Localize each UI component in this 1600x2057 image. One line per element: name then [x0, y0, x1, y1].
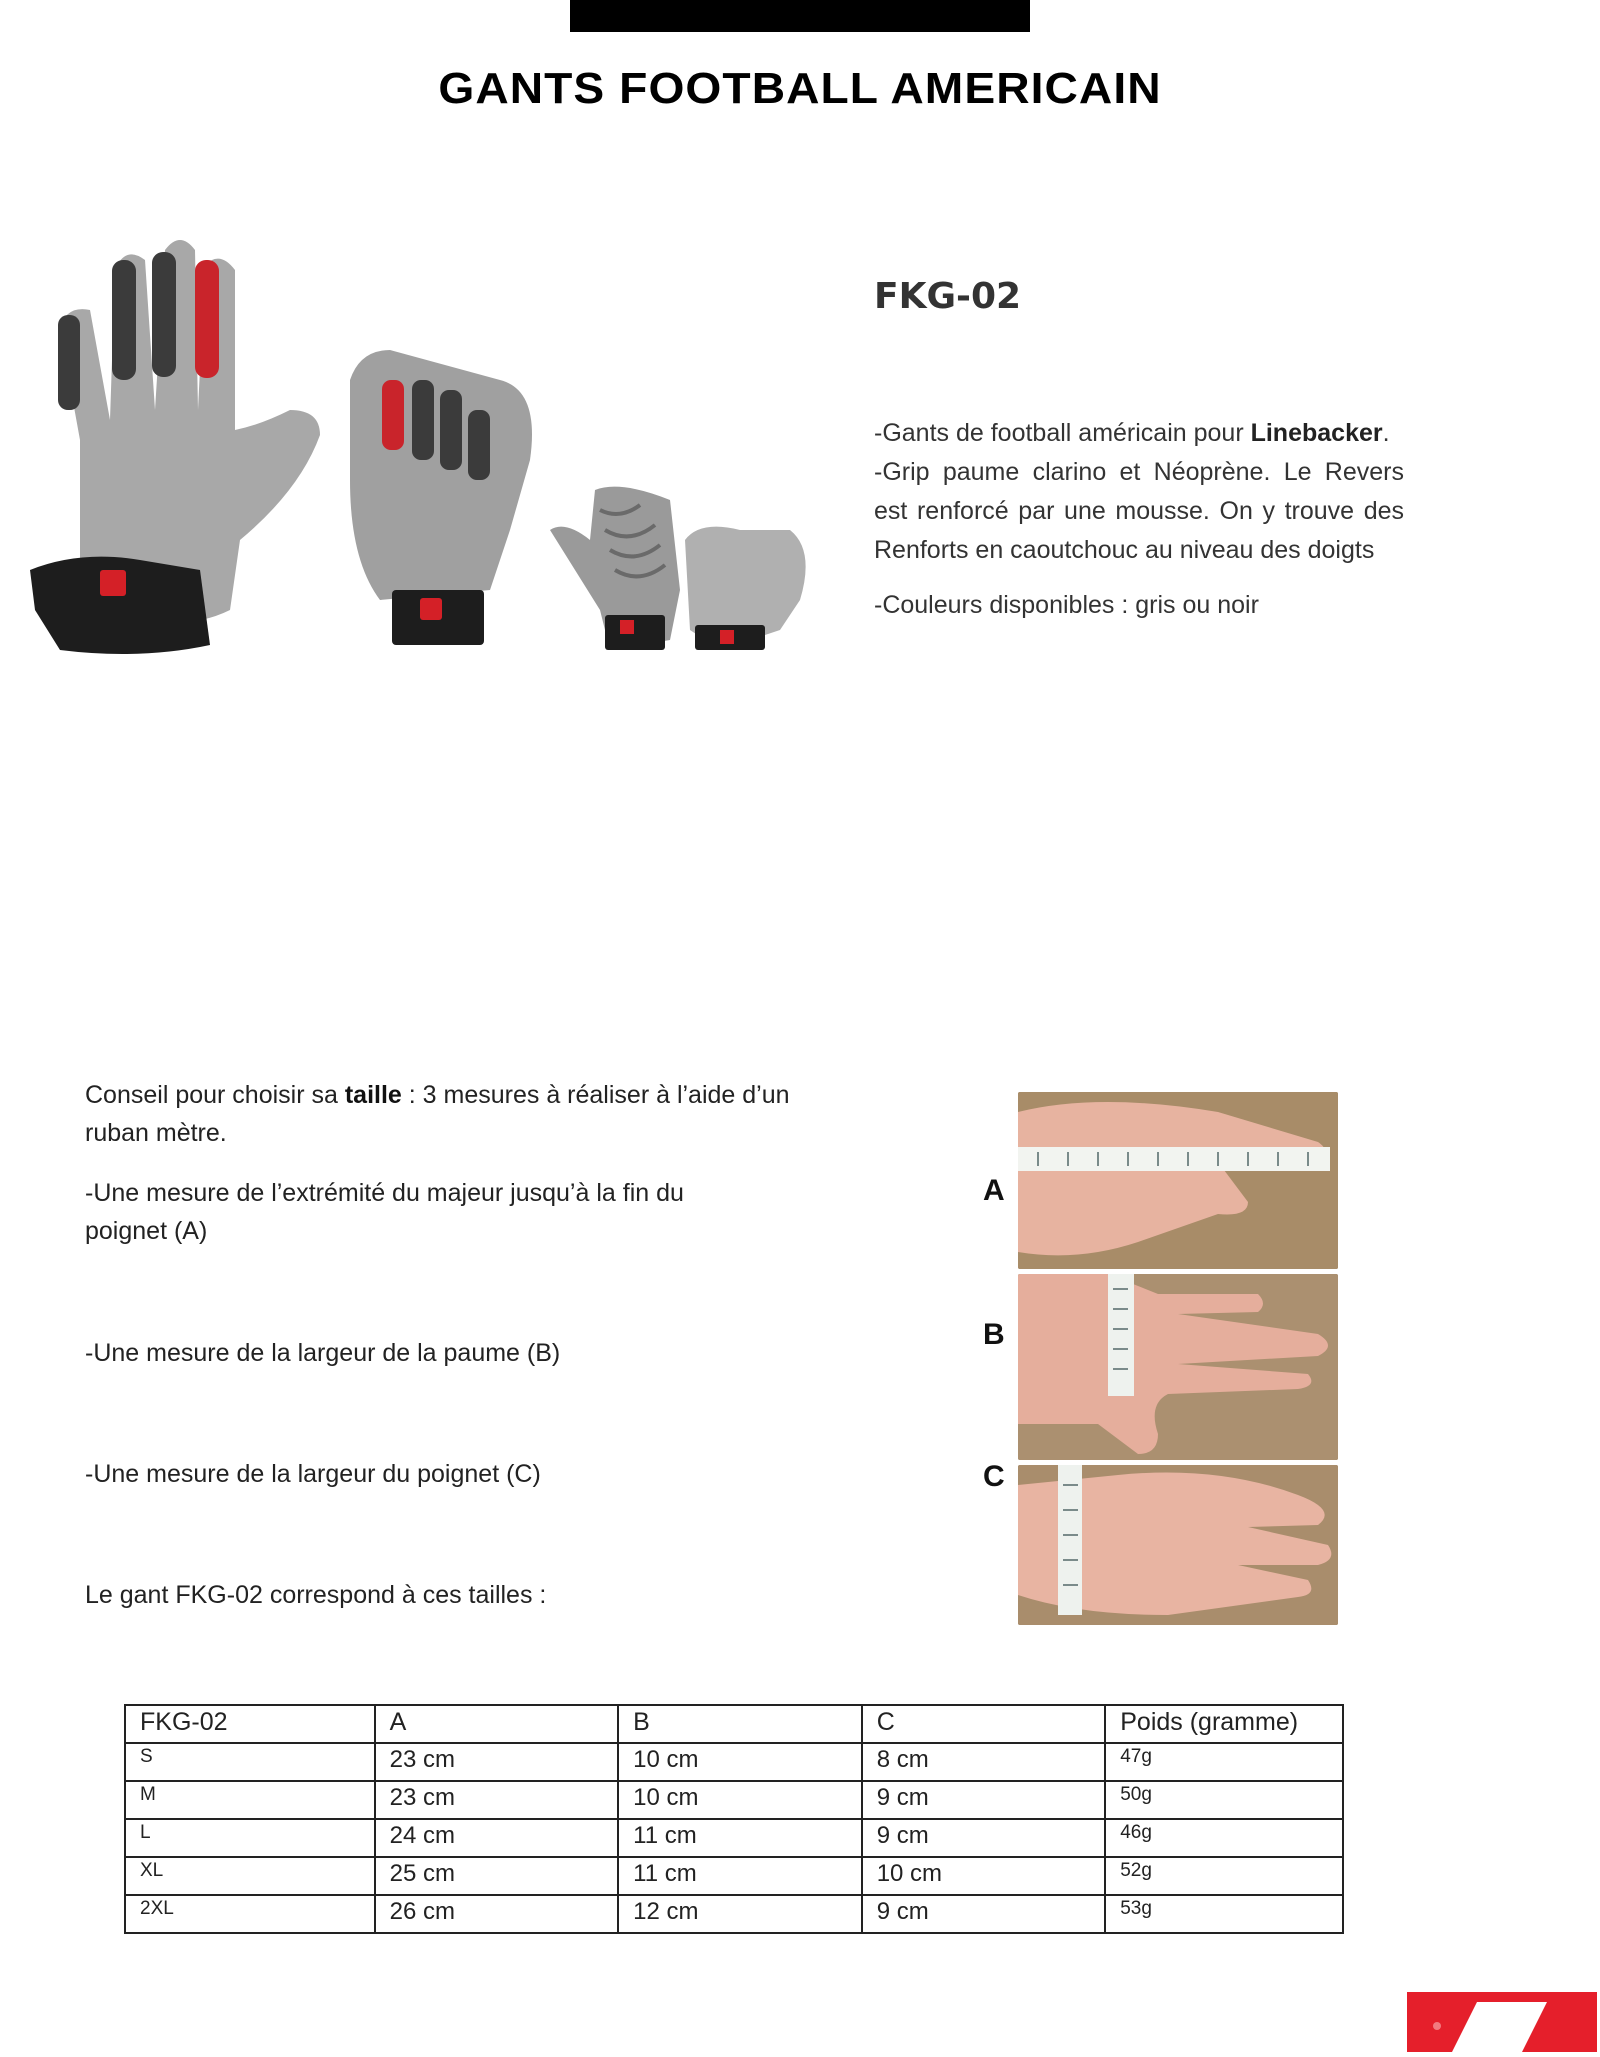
measure-c-value: 9 cm — [862, 1895, 1106, 1933]
header-weight: Poids (gramme) — [1105, 1705, 1343, 1743]
size-label: L — [125, 1819, 375, 1857]
measure-a-value: 26 cm — [375, 1895, 619, 1933]
measure-b-value: 11 cm — [618, 1819, 862, 1857]
measure-photo-b — [1018, 1274, 1338, 1460]
header-black-bar — [570, 0, 1030, 32]
header-b: B — [618, 1705, 862, 1743]
weight-value: 50g — [1105, 1781, 1343, 1819]
glove-small-palm-icon — [550, 487, 680, 650]
measure-c-value: 9 cm — [862, 1781, 1106, 1819]
brand-logo — [1407, 1992, 1597, 2052]
measure-b-value: 10 cm — [618, 1743, 862, 1781]
measure-c-value: 9 cm — [862, 1819, 1106, 1857]
measure-b-value: 10 cm — [618, 1781, 862, 1819]
measure-label-b: B — [983, 1318, 1005, 1351]
table-intro-text: Le gant FKG-02 correspond à ces tailles : — [85, 1581, 547, 1609]
description-usage: -Gants de football américain pour Linebacker. — [874, 419, 1390, 447]
table-header-row — [125, 1705, 1343, 1743]
measure-photo-a — [1018, 1092, 1338, 1269]
table-row — [125, 1857, 1343, 1895]
glove-small-back-icon — [685, 527, 806, 650]
description-materials: -Grip paume clarino et Néoprène. Le Revers est renforcé par une mousse. On y trouve des Renforts en caoutchouc au niveau des doigts — [874, 458, 1404, 564]
size-table — [124, 1704, 1344, 1934]
measure-photo-c — [1018, 1465, 1338, 1625]
measure-label-a: A — [983, 1174, 1005, 1207]
product-image-gloves — [20, 230, 810, 660]
glove-large-icon — [30, 240, 320, 654]
weight-value: 52g — [1105, 1857, 1343, 1895]
measure-b-text: -Une mesure de la largeur de la paume (B) — [85, 1339, 561, 1367]
size-label: XL — [125, 1857, 375, 1895]
table-row — [125, 1819, 1343, 1857]
measure-c-value: 10 cm — [862, 1857, 1106, 1895]
measure-c-value: 8 cm — [862, 1743, 1106, 1781]
size-label: S — [125, 1743, 375, 1781]
weight-value: 53g — [1105, 1895, 1343, 1933]
header-a: A — [375, 1705, 619, 1743]
glove-medium-icon — [350, 350, 532, 645]
product-description — [874, 414, 1404, 625]
table-row — [125, 1781, 1343, 1819]
measure-b-value: 12 cm — [618, 1895, 862, 1933]
description-colors: -Couleurs disponibles : gris ou noir — [874, 591, 1259, 619]
brand-logo-icon — [1407, 1992, 1597, 2052]
page-title: GANTS FOOTBALL AMERICAIN — [438, 64, 1162, 113]
table-row — [125, 1895, 1343, 1933]
size-label: 2XL — [125, 1895, 375, 1933]
measure-a-value: 23 cm — [375, 1781, 619, 1819]
measure-c-text: -Une mesure de la largeur du poignet (C) — [85, 1460, 541, 1488]
measure-a-value: 25 cm — [375, 1857, 619, 1895]
size-label: M — [125, 1781, 375, 1819]
measure-a-value: 24 cm — [375, 1819, 619, 1857]
product-code: FKG-02 — [874, 276, 1022, 317]
header-c: C — [862, 1705, 1106, 1743]
table-row — [125, 1743, 1343, 1781]
weight-value: 46g — [1105, 1819, 1343, 1857]
header-model: FKG-02 — [125, 1705, 375, 1743]
measure-a-text: -Une mesure de l’extrémité du majeur jusqu’à la fin du poignet (A) — [85, 1179, 684, 1245]
measure-a-value: 23 cm — [375, 1743, 619, 1781]
weight-value: 47g — [1105, 1743, 1343, 1781]
measure-b-value: 11 cm — [618, 1857, 862, 1895]
measure-label-c: C — [983, 1460, 1005, 1493]
size-advice-intro: Conseil pour choisir sa taille : 3 mesures à réaliser à l’aide d’un ruban mètre. — [85, 1081, 790, 1147]
